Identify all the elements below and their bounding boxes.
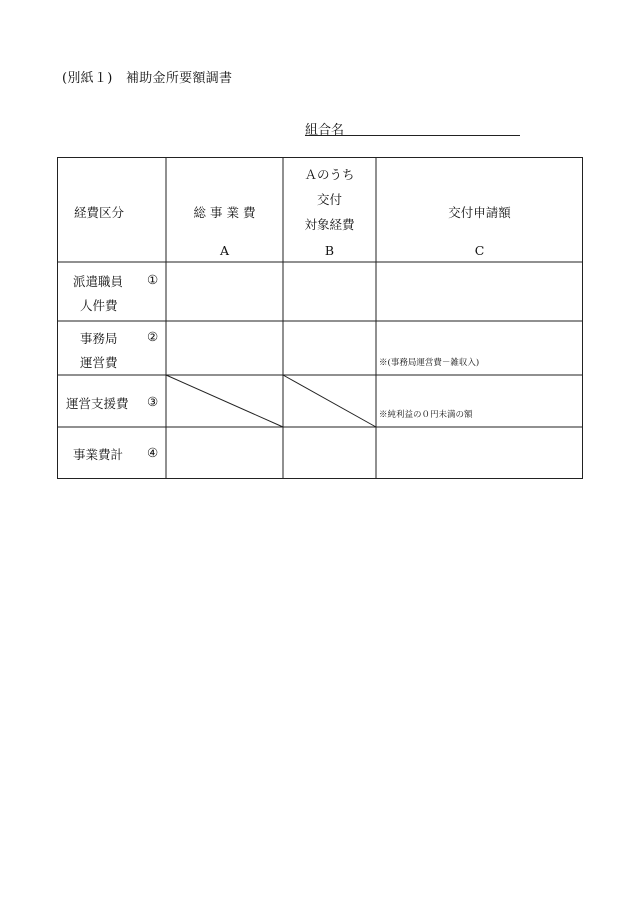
row3-note: ※純利益の０円未満の額 (379, 410, 473, 420)
row1-label-line1: 派遣職員 (73, 274, 124, 289)
header-total-letter: A (219, 243, 230, 258)
document-title: (別紙１) 補助金所要額調書 (62, 71, 233, 86)
header-eligible-letter: B (324, 243, 335, 258)
row4-label: 事業費計 (73, 447, 124, 462)
header-eligible-line3: 対象経費 (304, 217, 355, 232)
row3-label: 運営支援費 (66, 396, 129, 411)
header-total: 総 事 業 費 (193, 205, 256, 220)
diagonal-a3 (166, 375, 283, 427)
row2-note: ※(事務局運営費－雑収入) (379, 358, 480, 368)
row2-label-line1: 事務局 (80, 331, 118, 346)
subsidy-table (57, 157, 583, 479)
union-name-label: 組合名 (305, 123, 345, 138)
row2-label-line2: 運営費 (80, 355, 118, 370)
row3-number: ③ (147, 394, 159, 409)
row1-label-line2: 人件費 (80, 298, 118, 313)
diagonal-b3 (283, 375, 376, 427)
header-request-letter: C (474, 243, 485, 258)
header-eligible-line1: Ａのうち (304, 167, 355, 182)
row2-number: ② (147, 329, 159, 344)
header-request: 交付申請額 (448, 205, 511, 220)
union-name-field[interactable] (305, 119, 520, 136)
row1-number: ① (147, 272, 159, 287)
row4-number: ④ (147, 445, 159, 460)
header-eligible-line2: 交付 (316, 192, 342, 207)
header-category: 経費区分 (74, 205, 125, 220)
